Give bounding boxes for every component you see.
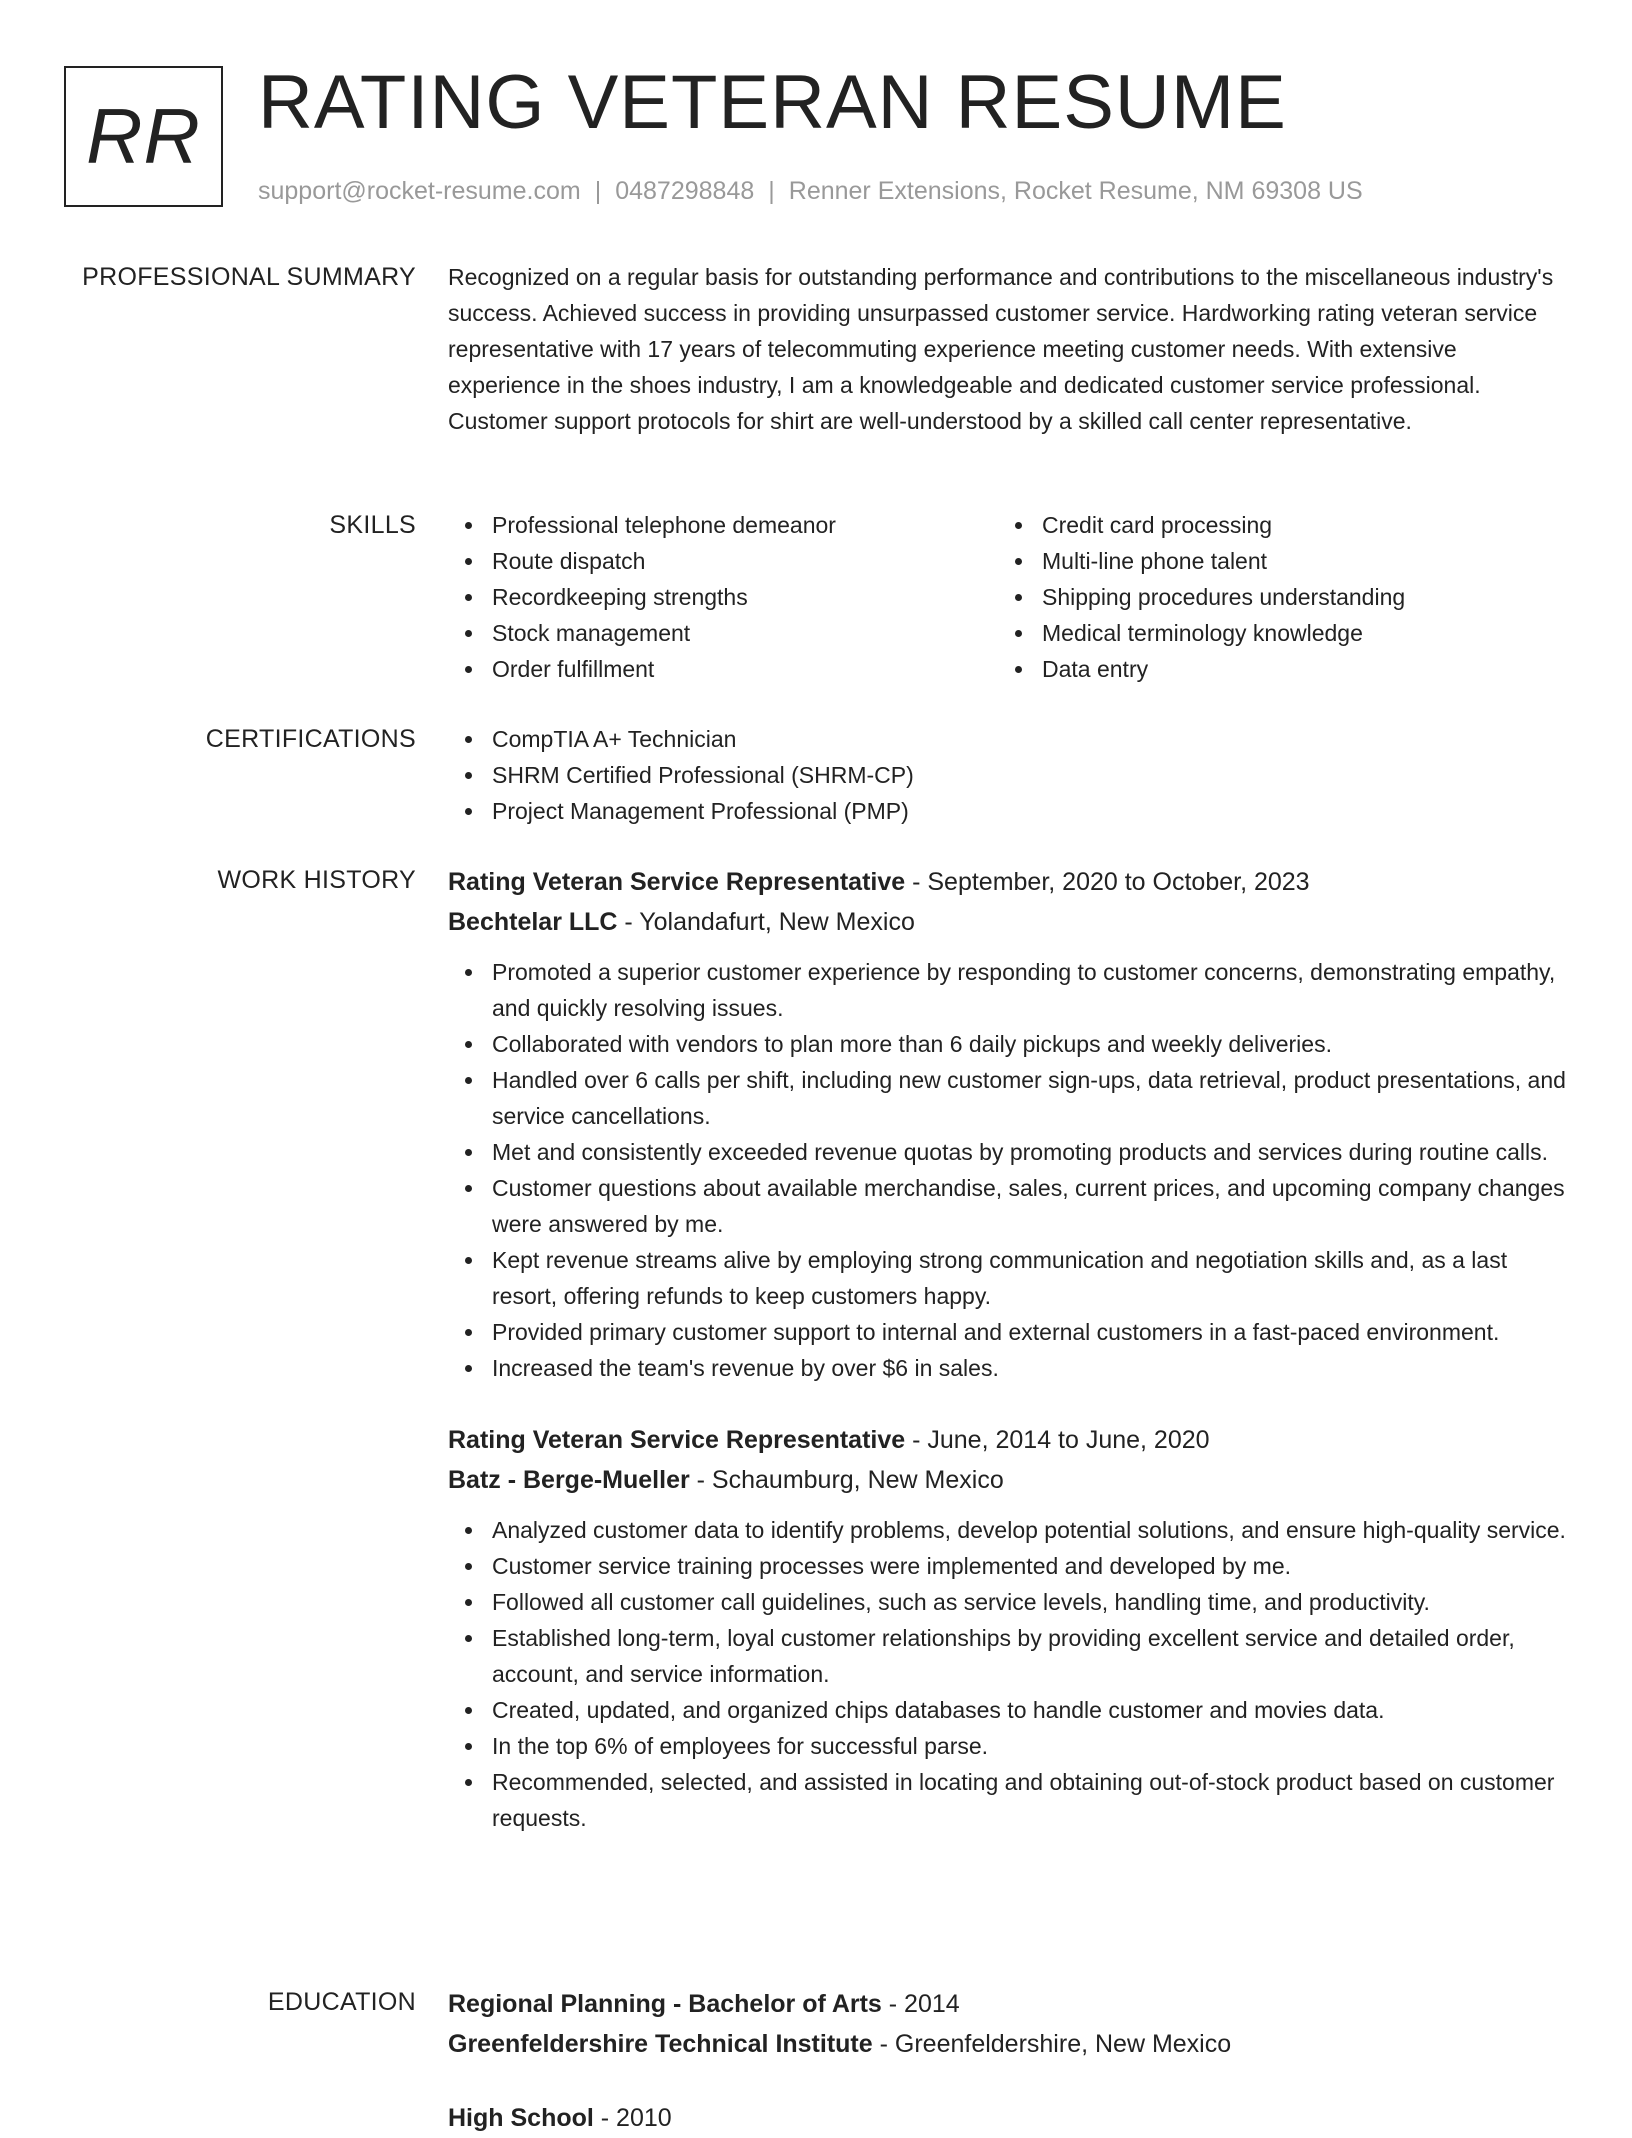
monogram-initials: RR bbox=[86, 92, 201, 180]
skill-item: Credit card processing bbox=[1042, 507, 1548, 543]
contact-address: Renner Extensions, Rocket Resume, NM 69308 US bbox=[788, 177, 1363, 205]
skills-columns bbox=[448, 507, 1568, 687]
job-location: - Schaumburg, New Mexico bbox=[689, 1466, 1004, 1494]
section-label-work-history: WORK HISTORY bbox=[217, 866, 416, 894]
job-bullet: Created, updated, and organized chips databases to handle customer and movies data. bbox=[492, 1692, 1568, 1728]
job-bullet: Increased the team's revenue by over $6 in sales. bbox=[492, 1350, 1568, 1386]
certifications-body bbox=[448, 721, 1568, 829]
section-label-certifications: CERTIFICATIONS bbox=[205, 725, 416, 753]
education-entry bbox=[448, 2098, 1568, 2138]
job-bullet: Analyzed customer data to identify problems, develop potential solutions, and ensure high-quality service. bbox=[492, 1512, 1568, 1548]
skill-item: Professional telephone demeanor bbox=[492, 507, 998, 543]
education-degree-line bbox=[448, 1984, 1568, 2024]
skill-item: Route dispatch bbox=[492, 543, 998, 579]
job-bullet: Kept revenue streams alive by employing strong communication and negotiation skills and, as a last resort, offering refunds to keep customers happy. bbox=[492, 1242, 1568, 1314]
job-bullet: Collaborated with vendors to plan more than 6 daily pickups and weekly deliveries. bbox=[492, 1026, 1568, 1062]
education-degree: High School bbox=[448, 2104, 594, 2132]
skills-list-right bbox=[998, 507, 1548, 687]
job-bullet: Customer service training processes were implemented and developed by me. bbox=[492, 1548, 1568, 1584]
skill-item: Stock management bbox=[492, 615, 998, 651]
skills-column-right bbox=[998, 507, 1548, 687]
summary-text: Recognized on a regular basis for outstanding performance and contributions to the miscellaneous industry's success. Achieved success in providing unsurpassed customer service. Hardworking rating veteran service representative with 17 years of telecommuting experience meeting customer needs. With extensive experience in the shoes industry, I am a knowledgeable and dedicated customer service professional. Customer support protocols for shirt are well-understood by a skilled call center representative. bbox=[448, 264, 1554, 434]
certification-item: Project Management Professional (PMP) bbox=[492, 793, 1568, 829]
contact-line bbox=[258, 174, 1363, 208]
job-bullet: Followed all customer call guidelines, such as service levels, handling time, and productivity. bbox=[492, 1584, 1568, 1620]
job-title: Rating Veteran Service Representative bbox=[448, 868, 906, 896]
skill-item: Multi-line phone talent bbox=[1042, 543, 1548, 579]
job-title-line bbox=[448, 862, 1568, 902]
education-degree: Regional Planning - Bachelor of Arts bbox=[448, 1990, 882, 2018]
skill-item: Recordkeeping strengths bbox=[492, 579, 998, 615]
contact-separator: | bbox=[594, 177, 602, 205]
education-location: - Greenfeldershire, New Mexico bbox=[872, 2030, 1232, 2058]
job-dates: - September, 2020 to October, 2023 bbox=[905, 868, 1310, 896]
job-bullet: Established long-term, loyal customer relationships by providing excellent service and detailed order, account, and service information. bbox=[492, 1620, 1568, 1692]
skill-item: Shipping procedures understanding bbox=[1042, 579, 1548, 615]
education-year: - 2010 bbox=[593, 2104, 672, 2132]
job-bullets bbox=[448, 1512, 1568, 1836]
section-label-skills: SKILLS bbox=[329, 511, 416, 539]
education-school: Greenfeldershire Technical Institute bbox=[448, 2030, 873, 2058]
job-company: Batz - Berge-Mueller bbox=[448, 1466, 690, 1494]
job-bullet: Recommended, selected, and assisted in locating and obtaining out-of-stock product based on customer requests. bbox=[492, 1764, 1568, 1836]
job-bullet: Handled over 6 calls per shift, including new customer sign-ups, data retrieval, product presentations, and service cancellations. bbox=[492, 1062, 1568, 1134]
job-bullet: Met and consistently exceeded revenue quotas by promoting products and services during routine calls. bbox=[492, 1134, 1568, 1170]
job-dates: - June, 2014 to June, 2020 bbox=[905, 1426, 1210, 1454]
job-company-line bbox=[448, 1460, 1568, 1500]
education-body bbox=[448, 1984, 1568, 2138]
job-bullet: In the top 6% of employees for successful parse. bbox=[492, 1728, 1568, 1764]
education-year: - 2014 bbox=[881, 1990, 960, 2018]
section-label-summary: PROFESSIONAL SUMMARY bbox=[82, 263, 416, 291]
job-company-line bbox=[448, 902, 1568, 942]
contact-separator: | bbox=[768, 177, 775, 205]
summary-body bbox=[448, 259, 1568, 439]
job-title: Rating Veteran Service Representative bbox=[448, 1426, 906, 1454]
job-title-line bbox=[448, 1420, 1568, 1460]
work-history-body bbox=[448, 862, 1568, 1836]
job-location: - Yolandafurt, New Mexico bbox=[617, 908, 915, 936]
education-entry bbox=[448, 1984, 1568, 2064]
skills-list-left bbox=[448, 507, 998, 687]
resume-title: RATING VETERAN RESUME bbox=[258, 60, 1287, 145]
job-entry bbox=[448, 862, 1568, 1386]
education-degree-line bbox=[448, 2098, 1568, 2138]
education-school-line bbox=[448, 2024, 1568, 2064]
skills-column-left bbox=[448, 507, 998, 687]
section-label-education: EDUCATION bbox=[267, 1988, 416, 2016]
contact-phone[interactable]: 0487298848 bbox=[615, 177, 755, 205]
job-bullet: Provided primary customer support to internal and external customers in a fast-paced environment. bbox=[492, 1314, 1568, 1350]
skill-item: Order fulfillment bbox=[492, 651, 998, 687]
job-bullets bbox=[448, 954, 1568, 1386]
skill-item: Data entry bbox=[1042, 651, 1548, 687]
job-company: Bechtelar LLC bbox=[448, 908, 618, 936]
job-bullet: Promoted a superior customer experience by responding to customer concerns, demonstrating empathy, and quickly resolving issues. bbox=[492, 954, 1568, 1026]
contact-email[interactable]: support@rocket-resume.com bbox=[258, 177, 581, 205]
skill-item: Medical terminology knowledge bbox=[1042, 615, 1548, 651]
job-bullet: Customer questions about available merchandise, sales, current prices, and upcoming company changes were answered by me. bbox=[492, 1170, 1568, 1242]
certification-item: CompTIA A+ Technician bbox=[492, 721, 1568, 757]
job-entry bbox=[448, 1420, 1568, 1836]
skills-body bbox=[448, 507, 1568, 687]
monogram-badge bbox=[64, 66, 223, 207]
certification-item: SHRM Certified Professional (SHRM-CP) bbox=[492, 757, 1568, 793]
certifications-list bbox=[448, 721, 1568, 829]
